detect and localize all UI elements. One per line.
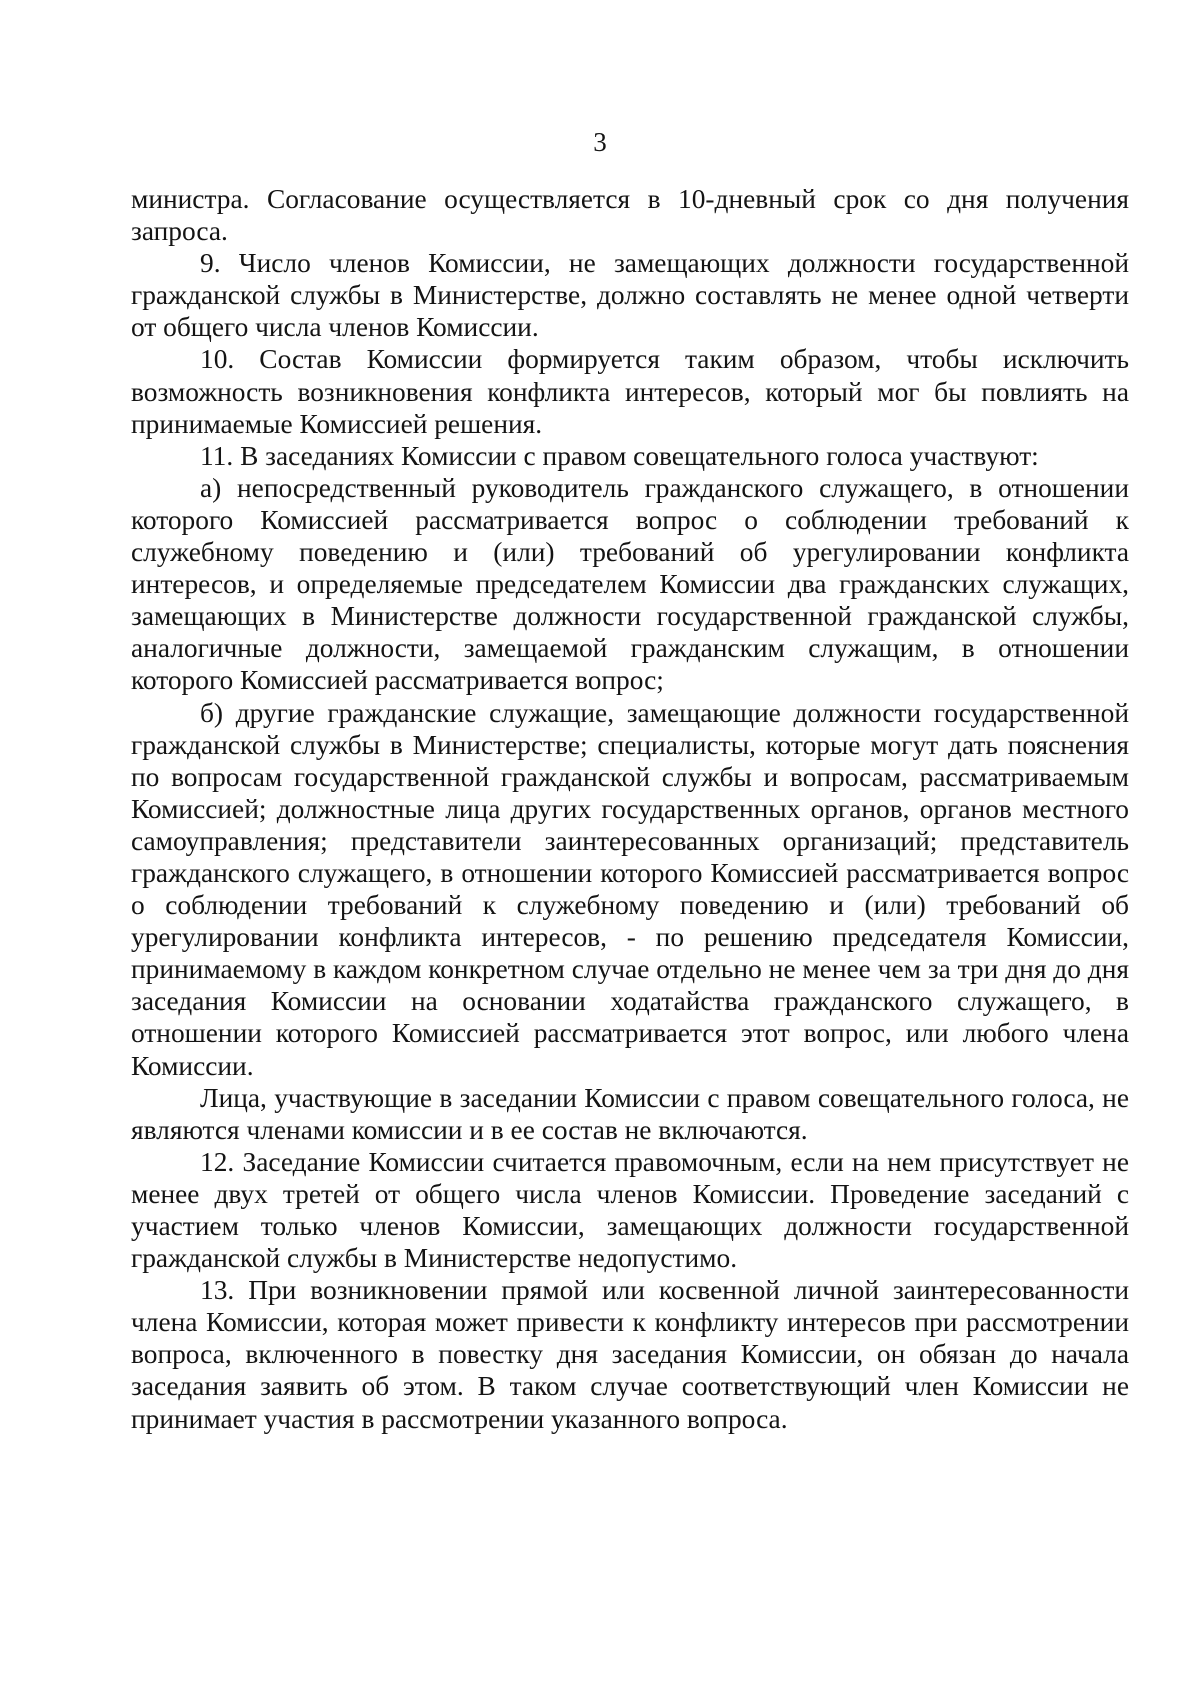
paragraph-item-11: 11. В заседаниях Комиссии с правом совещательного голоса участвуют:	[200, 440, 1039, 471]
paragraph-continuation: министра. Согласование осуществляется в 10-дневный срок со дня получения запроса.	[131, 184, 1129, 247]
paragraph-item-9: 9. Число членов Комиссии, не замещающих должности государственной гражданской службы в Министерстве, должно составлять не менее одной четверти от общего числа членов Комиссии.	[131, 248, 1129, 343]
paragraph-item-11-note: Лица, участвующие в заседании Комиссии с правом совещательного голоса, не являются членами комиссии и в ее состав не включаются.	[131, 1082, 1129, 1145]
paragraph-item-11-b: б) другие гражданские служащие, замещающие должности государственной гражданской службы в Министерстве; специалисты, которые могут дать пояснения по вопросам государственной гражданской службы и вопросам, рассматриваемым Комиссией; должностные лица других государственных органов, органов местного самоуправления; представители заинтересованных организаций; представитель гражданского служащего, в отношении которого Комиссией рассматривается вопрос о соблюдении требований к служебному поведению и (или) требований об урегулировании конфликта интересов, - по решению председателя Комиссии, принимаемому в каждом конкретном случае отдельно не менее чем за три дня до дня заседания Комиссии на основании ходатайства гражданского служащего, в отношении которого Комиссией рассматривается этот вопрос, или любого члена Комиссии.	[131, 697, 1129, 1081]
paragraph-item-12: 12. Заседание Комиссии считается правомочным, если на нем присутствует не менее двух третей от общего числа членов Комиссии. Проведение заседаний с участием только членов Комиссии, замещающих должности государственной гражданской службы в Министерстве недопустимо.	[131, 1146, 1129, 1274]
document-body	[131, 183, 1129, 1435]
paragraph-item-11-a: а) непосредственный руководитель гражданского служащего, в отношении которого Комиссией рассматривается вопрос о соблюдении требований к служебному поведению и (или) требований об урегулировании конфликта интересов, и определяемые председателем Комиссии два гражданских служащих, замещающих в Министерстве должности государственной гражданской службы, аналогичные должности, замещаемой гражданским служащим, в отношении которого Комиссией рассматривается вопрос;	[131, 472, 1129, 696]
page-number: 3	[593, 127, 607, 157]
paragraph-item-10: 10. Состав Комиссии формируется таким образом, чтобы исключить возможность возникновения конфликта интересов, который мог бы повлиять на принимаемые Комиссией решения.	[131, 344, 1129, 439]
paragraph-item-13: 13. При возникновении прямой или косвенной личной заинтересованности члена Комиссии, которая может привести к конфликту интересов при рассмотрении вопроса, включенного в повестку дня заседания Комиссии, он обязан до начала заседания заявить об этом. В таком случае соответствующий член Комиссии не принимает участия в рассмотрении указанного вопроса.	[131, 1275, 1129, 1434]
